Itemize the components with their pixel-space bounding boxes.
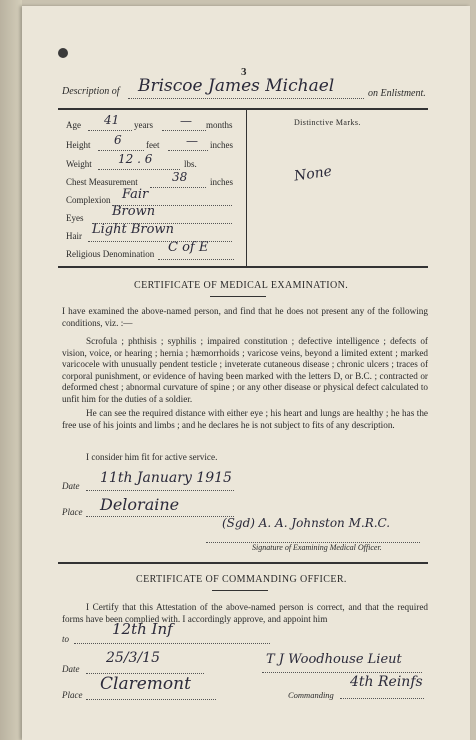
page-number: 3 (241, 66, 247, 78)
chest-label: Chest Measurement (66, 177, 138, 187)
eyes-label: Eyes (66, 213, 84, 223)
distinctive-marks-value: None (293, 163, 333, 185)
commanding-place-value: Claremont (100, 674, 191, 694)
description-suffix: on Enlistment. (368, 88, 426, 99)
months-label: months (206, 120, 233, 130)
commanding-officer-signature: T J Woodhouse Lieut (266, 652, 402, 667)
age-label: Age (66, 120, 81, 130)
complexion-value: Fair (122, 187, 149, 202)
appoint-to-value: 12th Inf (112, 620, 173, 638)
box-bottom-rule (58, 266, 428, 268)
commanding-label: Commanding (288, 690, 334, 700)
commanding-statement: I Certify that this Attestation of the above-named person is correct, and that the required forms have been complied with. I accordingly approve, and appoint him (62, 602, 428, 624)
feet-label: feet (146, 140, 160, 150)
height-value: 6 (114, 133, 122, 147)
complexion-label: Complexion (66, 195, 111, 205)
lbs-label: lbs. (184, 159, 197, 169)
medical-conditions: Scrofula ; phthisis ; syphilis ; impaired constitution ; defective intelligence ; defects of vision, voice, or hearing ; hernia ; hæmorrhoids ; varicose veins, beyond a limited extent ; marked varicocele with unusually pendent testicle ; inveterate cutaneous disease ; chronic ulcers ; traces of corporal punishment, or evidence of having been marked with the letters D, or B.C. ; contracted or deformed chest ; abnormal curvature of spine ; or any other disease or physical defect calculated to unfit him for the duties of a soldier. (62, 336, 428, 404)
medical-date-value: 11th January 1915 (100, 470, 232, 486)
religion-value: C of E (168, 240, 209, 255)
box-divider (246, 110, 247, 266)
eyes-value: Brown (112, 204, 156, 219)
commanding-date-value: 25/3/15 (106, 650, 160, 666)
medical-place-label: Place (62, 507, 83, 517)
medical-sight-statement: He can see the required distance with either eye ; his heart and lungs are healthy ; he has the free use of his joints and limbs ; and he declares he is not subject to fits of any description. (62, 408, 428, 430)
weight-label: Weight (66, 159, 92, 169)
punch-hole (58, 48, 68, 58)
description-label: Description of (62, 86, 120, 97)
height-label: Height (66, 140, 91, 150)
chest-value: 38 (172, 170, 188, 184)
appoint-to-label: to (62, 634, 70, 644)
commanding-place-label: Place (62, 690, 83, 700)
binding-edge (0, 0, 22, 740)
commanding-date-label: Date (62, 664, 80, 674)
commanding-unit: 4th Reinfs (350, 674, 423, 690)
inches-label: inches (210, 140, 233, 150)
medical-certificate-title: CERTIFICATE OF MEDICAL EXAMINATION. (134, 280, 349, 291)
medical-date-label: Date (62, 481, 80, 491)
inches-value: — (186, 134, 198, 148)
medical-place-value: Deloraine (100, 495, 180, 514)
chest-unit: inches (210, 177, 233, 187)
box-top-rule (58, 108, 428, 110)
years-label: years (134, 120, 153, 130)
signature-caption: Signature of Examining Medical Officer. (252, 543, 382, 552)
months-value: — (180, 114, 192, 128)
hair-label: Hair (66, 231, 82, 241)
distinctive-marks-label: Distinctive Marks. (294, 118, 361, 127)
enlistee-name: Briscoe James Michael (138, 76, 335, 96)
age-value: 41 (104, 113, 120, 127)
medical-officer-signature: (Sgd) A. A. Johnston M.R.C. (222, 516, 391, 530)
medical-intro: I have examined the above-named person, and find that he does not present any of the following conditions, viz. :— (62, 306, 428, 328)
hair-value: Light Brown (92, 222, 174, 237)
fit-statement: I consider him fit for active service. (86, 452, 218, 462)
commanding-certificate-title: CERTIFICATE OF COMMANDING OFFICER. (136, 574, 347, 585)
weight-value: 12 . 6 (118, 152, 153, 166)
section-rule (58, 562, 428, 564)
religion-label: Religious Denomination (66, 249, 155, 259)
